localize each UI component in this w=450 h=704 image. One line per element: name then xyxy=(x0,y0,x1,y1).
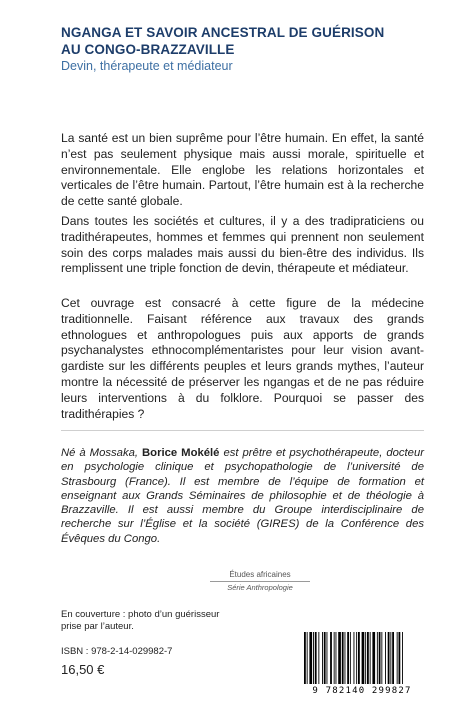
author-bio-text: est prêtre et psychothérapeute, docteur en psychologie clinique et psychopathologie de l’université de Strasbourg (France). Il est membre de l’équipe de formation et enseignant aux Grands Séminaires de philosophie et de théologie à Brazzaville. Il est aussi membre du Groupe interdisciplinaire de recherche sur l’Église et la société (GIRES) de la Conférence des Évêques du Congo. xyxy=(61,447,425,545)
summary-paragraph-3: Cet ouvrage est consacré à cette figure de la médecine traditionnelle. Faisant référence aux travaux des grands ethnologues et anthropologues puis aux apports de grands psychanalystes ethnocomplémentaristes pour leur vision avant-gardiste sur les différents peuples et leurs grands mythes, l’auteur montre la nécessité de préserver les ngangas et de ne pas réduire leurs interventions à du folklore. Pourquoi se passer des tradithérapies ? xyxy=(61,296,424,421)
barcode-bar xyxy=(385,632,386,684)
barcode-bar xyxy=(334,632,335,684)
isbn: ISBN : 978-2-14-029982-7 xyxy=(61,646,173,657)
barcode-bar xyxy=(390,632,391,684)
barcode-bar xyxy=(345,632,346,684)
book-title-line-2: AU CONGO-BRAZZAVILLE xyxy=(61,42,235,57)
barcode xyxy=(298,632,426,698)
barcode-bar xyxy=(318,632,319,684)
book-title xyxy=(61,24,431,58)
barcode-bar xyxy=(350,632,351,684)
barcode-bar xyxy=(399,632,401,684)
barcode-bar xyxy=(315,632,317,684)
author-bio-intro: Né à Mossaka, xyxy=(61,447,143,459)
summary-paragraph-1: La santé est un bien suprême pour l’être humain. En effet, la santé n’est pas seulement physique mais aussi morale, spirituelle et environnementale. Elle englobe les relations horizontales et verticales de l’être humain. Partout, l’être humain est à la recherche de cette santé globale. xyxy=(61,131,424,209)
barcode-bar xyxy=(397,632,398,684)
barcode-bar xyxy=(307,632,308,684)
barcode-bar xyxy=(370,632,371,684)
section-divider xyxy=(61,430,424,431)
barcode-bar xyxy=(342,632,344,684)
barcode-bar xyxy=(392,632,394,684)
collection-label xyxy=(210,570,310,592)
summary-paragraph-2: Dans toutes les sociétés et cultures, il y a des tradipraticiens ou tradithérapeutes, hommes et femmes qui prennent non seulement soin des corps malades mais aussi du bien-être des individus. Ils remplissent une triple fonction de devin, thérapeute et médiateur. xyxy=(61,214,424,276)
cover-credit-line-2: prise par l’auteur. xyxy=(61,620,134,632)
barcode-bars xyxy=(298,632,426,688)
barcode-bar xyxy=(309,632,312,684)
book-title-line-1: NGANGA ET SAVOIR ANCESTRAL DE GUÉRISON xyxy=(61,25,385,40)
book-subtitle: Devin, thérapeute et médiateur xyxy=(61,59,233,73)
barcode-bar xyxy=(365,632,366,684)
barcode-bar xyxy=(402,632,403,684)
collection-name: Études africaines xyxy=(229,570,291,579)
collection-series: Série Anthropologie xyxy=(210,581,310,592)
barcode-bar xyxy=(330,632,332,684)
barcode-digits: 9 782140 299827 xyxy=(312,686,412,696)
barcode-bar xyxy=(322,632,323,684)
barcode-bar xyxy=(356,632,357,684)
barcode-bar xyxy=(347,632,349,684)
barcode-bar xyxy=(327,632,328,684)
barcode-bar xyxy=(304,632,306,684)
barcode-bar xyxy=(377,632,378,684)
barcode-bar xyxy=(354,632,355,684)
barcode-bar xyxy=(358,632,360,684)
barcode-bar xyxy=(372,632,375,684)
cover-credit xyxy=(61,609,219,632)
barcode-bar xyxy=(338,632,341,684)
barcode-bar xyxy=(313,632,314,684)
author-bio xyxy=(61,446,424,546)
price: 16,50 € xyxy=(61,662,105,677)
barcode-bar xyxy=(336,632,337,684)
barcode-bar xyxy=(362,632,365,684)
barcode-bar xyxy=(388,632,390,684)
author-name: Borice Mokélé xyxy=(142,447,220,459)
barcode-bar xyxy=(324,632,326,684)
barcode-bar xyxy=(379,632,381,684)
cover-credit-line-1: En couverture : photo d’un guérisseur xyxy=(61,609,220,620)
barcode-bar xyxy=(381,632,382,684)
barcode-bar xyxy=(367,632,369,684)
